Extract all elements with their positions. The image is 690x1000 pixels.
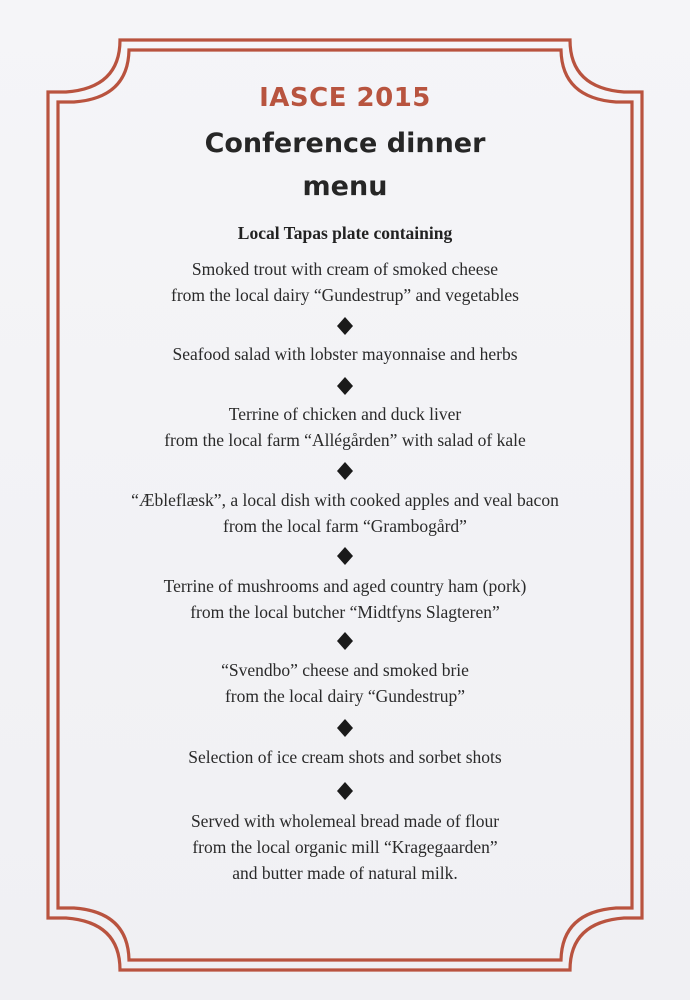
menu-item-line: “Svendbo” cheese and smoked brie (221, 660, 469, 680)
diamond-separator-icon (337, 317, 353, 335)
menu-item-line: from the local dairy “Gundestrup” (224, 686, 466, 706)
menu-item-line: Terrine of mushrooms and aged country ham (pork) (163, 576, 527, 596)
menu-item-seafood-salad (0, 341, 690, 367)
menu-item-ice-cream (0, 744, 690, 770)
menu-item-line: Selection of ice cream shots and sorbet shots (188, 747, 502, 767)
menu-item-line: Smoked trout with cream of smoked cheese (191, 259, 499, 279)
dinner-title-line-2: menu (302, 171, 388, 202)
menu-item-aebleflaesk (0, 487, 690, 539)
menu-item-line: Served with wholemeal bread made of flour (190, 811, 500, 831)
menu-item-line: and butter made of natural milk. (232, 863, 458, 883)
diamond-separator-icon (337, 632, 353, 650)
dinner-title-line-1: Conference dinner (204, 128, 486, 159)
menu-item-smoked-trout (0, 256, 690, 308)
menu-item-cheese (0, 657, 690, 709)
diamond-separator-icon (337, 547, 353, 565)
diamond-separator-icon (337, 377, 353, 395)
menu-item-line: from the local dairy “Gundestrup” and vegetables (171, 285, 519, 305)
menu-item-terrine-chicken (0, 401, 690, 453)
menu-item-line: from the local butcher “Midtfyns Slagteren” (190, 602, 500, 622)
menu-item-line: “Æbleflæsk”, a local dish with cooked apples and veal bacon (131, 490, 559, 510)
menu-item-line: from the local farm “Grambogård” (223, 516, 467, 536)
conference-title: IASCE 2015 (259, 83, 431, 113)
menu-item-line: Terrine of chicken and duck liver (228, 404, 462, 424)
menu-item-line: Seafood salad with lobster mayonnaise and herbs (172, 344, 518, 364)
diamond-separator-icon (337, 462, 353, 480)
diamond-separator-icon (337, 719, 353, 737)
menu-item-bread (0, 808, 690, 886)
menu-item-line: from the local organic mill “Kragegaarden” (192, 837, 498, 857)
menu-item-line: from the local farm “Allégården” with salad of kale (164, 430, 526, 450)
menu-item-terrine-mushrooms (0, 573, 690, 625)
dinner-title (0, 122, 690, 208)
tapas-subtitle: Local Tapas plate containing (237, 223, 453, 243)
diamond-separator-icon (337, 782, 353, 800)
